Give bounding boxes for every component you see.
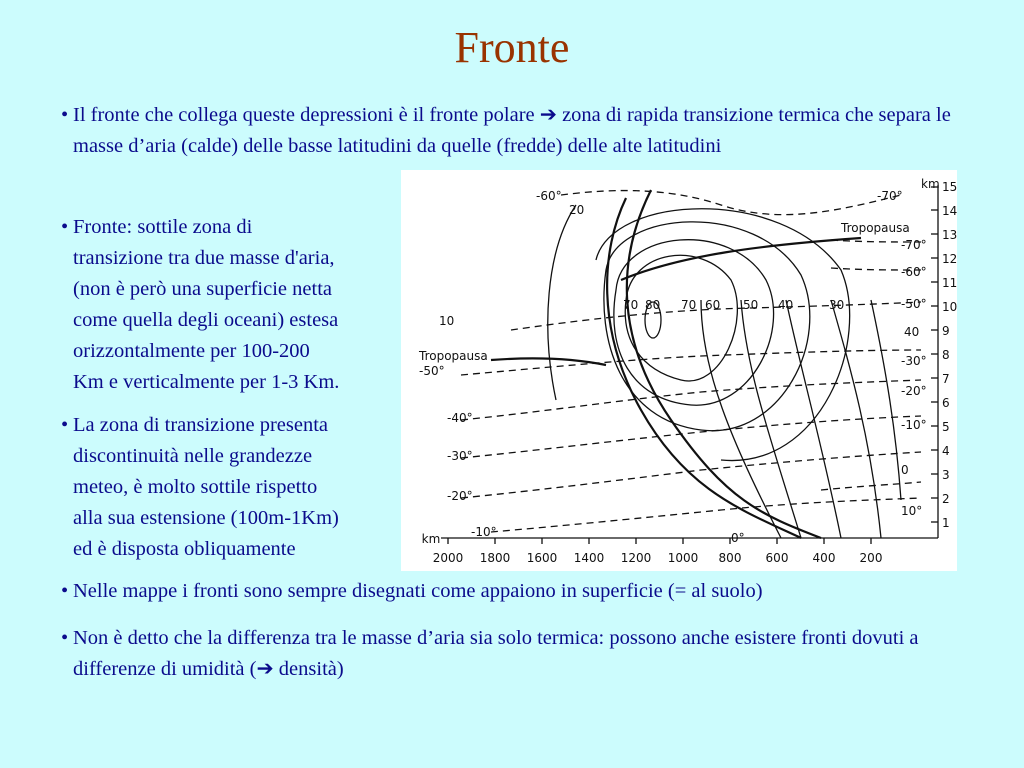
bullet-marker: •	[61, 104, 69, 126]
right-axis-label: 8	[942, 348, 950, 362]
bottom-axis-unit: km	[421, 532, 441, 546]
bullet-transition-zone	[59, 410, 423, 565]
isotherm-label: 10°	[901, 504, 923, 518]
isotherm-label: -50°	[901, 297, 927, 311]
isotherm-label: 40	[904, 325, 920, 339]
isotherm-label: 20	[569, 203, 585, 217]
right-axis-label: 6	[942, 396, 950, 410]
bullet-line: meteo, è molto sottile rispetto	[73, 476, 318, 498]
isotherm-label: 0°	[731, 531, 745, 545]
right-axis-label: 3	[942, 468, 950, 482]
right-axis-label: 5	[942, 420, 950, 434]
bullet-marker: •	[61, 580, 69, 602]
bullet-line: alla sua estensione (100m-1Km)	[73, 507, 339, 529]
right-axis-label: 14	[942, 204, 957, 218]
front-lower-boundary	[627, 190, 821, 538]
isotherm-label: 10	[439, 314, 455, 328]
wind-label: 40	[778, 298, 794, 312]
bullet-text: densità)	[273, 658, 344, 680]
right-axis-label: 15	[942, 180, 957, 194]
front-upper-boundary	[607, 198, 801, 538]
bullet-front-definition	[59, 212, 423, 398]
slide-title: Fronte	[454, 23, 570, 72]
front-cross-section-figure	[401, 170, 957, 571]
right-axis-label: 2	[942, 492, 950, 506]
bullet-text: Non è detto che la differenza tra le masse d’aria sia solo termica: possono anche esistere fronti dovuti a differenze di umidità (	[73, 627, 919, 680]
bullet-line: orizzontalmente per 100-200	[73, 340, 310, 362]
bottom-axis-label: 1800	[479, 551, 511, 565]
isotherm-label: -10°	[901, 418, 927, 432]
bullet-line: come quella degli oceani) estesa	[73, 309, 339, 331]
bullet-maps	[59, 576, 1013, 607]
isotherm-label: -20°	[447, 489, 473, 503]
isotherm-label: -70°	[901, 238, 927, 252]
tropopause-left-line	[491, 358, 606, 365]
isotherm-labels-left	[419, 189, 745, 545]
bottom-axis-ticks	[448, 538, 871, 544]
bottom-axis-label: 1600	[526, 551, 558, 565]
isotherm-label: -70°	[877, 189, 903, 203]
right-axis-label: 9	[942, 324, 950, 338]
cold-air-boundary	[548, 205, 576, 400]
bullet-line: Km e verticalmente per 1-3 Km.	[73, 371, 340, 393]
tropopause-label-right: Tropopausa	[841, 221, 910, 235]
isotherm-label: -50°	[419, 364, 445, 378]
right-axis-label: 1	[942, 516, 950, 530]
bullet-polar-front	[59, 100, 973, 162]
isotherm-label: 0	[901, 463, 909, 477]
bottom-axis-label: 800	[718, 551, 742, 565]
wind-label: 70	[681, 298, 697, 312]
right-axis-label: 11	[942, 276, 957, 290]
bullet-marker: •	[61, 216, 69, 238]
bullet-line: Fronte: sottile zona di	[73, 216, 253, 238]
bullet-line: transizione tra due masse d'aria,	[73, 247, 335, 269]
right-axis-label: 4	[942, 444, 950, 458]
isotherm-label: -20°	[901, 384, 927, 398]
right-axis-label: 13	[942, 228, 957, 242]
bullet-marker: •	[61, 627, 69, 649]
bottom-axis-label: 600	[765, 551, 789, 565]
isotherm-label: -60°	[901, 265, 927, 279]
bottom-axis-label: 1000	[667, 551, 699, 565]
bottom-axis-label: 1200	[620, 551, 652, 565]
bullet-humidity	[59, 623, 973, 685]
right-axis-ticks	[931, 187, 938, 522]
bottom-axis-label: 1400	[573, 551, 605, 565]
bottom-axis-label: 2000	[432, 551, 464, 565]
isotherm-label: -60°	[536, 189, 562, 203]
wind-label: 50	[743, 298, 759, 312]
bullet-line: La zona di transizione presenta	[73, 414, 328, 436]
bullet-text: Nelle mappe i fronti sono sempre disegnati come appaiono in superficie (= al suolo)	[73, 580, 763, 602]
bullet-line: discontinuità nelle grandezze	[73, 445, 313, 467]
bottom-axis-label: 200	[859, 551, 883, 565]
bullet-marker: •	[61, 414, 69, 436]
isotherm-label: -10°	[471, 525, 497, 539]
front-cross-section-diagram	[401, 170, 957, 571]
bullet-line: (non è però una superficie netta	[73, 278, 332, 300]
isotherm-label: -40°	[447, 411, 473, 425]
arrow-icon: ➔	[539, 104, 557, 126]
isotherm-lines	[461, 191, 921, 532]
bullet-text: Il fronte che collega queste depressioni è il fronte polare	[73, 104, 540, 126]
wind-speed-labels	[623, 298, 844, 312]
wind-label: 80	[645, 298, 661, 312]
arrow-icon: ➔	[256, 658, 274, 680]
wind-label: 30	[829, 298, 845, 312]
right-axis-label: 7	[942, 372, 950, 386]
isotherm-label: -30°	[901, 354, 927, 368]
right-axis-label: 10	[942, 300, 957, 314]
isotherm-label: -30°	[447, 449, 473, 463]
bullet-line: ed è disposta obliquamente	[73, 538, 296, 560]
right-axis-label: 12	[942, 252, 957, 266]
right-axis-unit: km	[921, 177, 940, 191]
bottom-axis-label: 400	[812, 551, 836, 565]
bullet-text: zona di rapida transizione termica che separa le masse d’aria (calde) delle basse latitudini da quelle (fredde) delle alte latitudini	[73, 104, 951, 157]
wind-label: 60	[705, 298, 721, 312]
isotherm-labels-right	[877, 189, 927, 518]
wind-label: 70	[623, 298, 639, 312]
tropopause-label-left: Tropopausa	[419, 349, 488, 363]
